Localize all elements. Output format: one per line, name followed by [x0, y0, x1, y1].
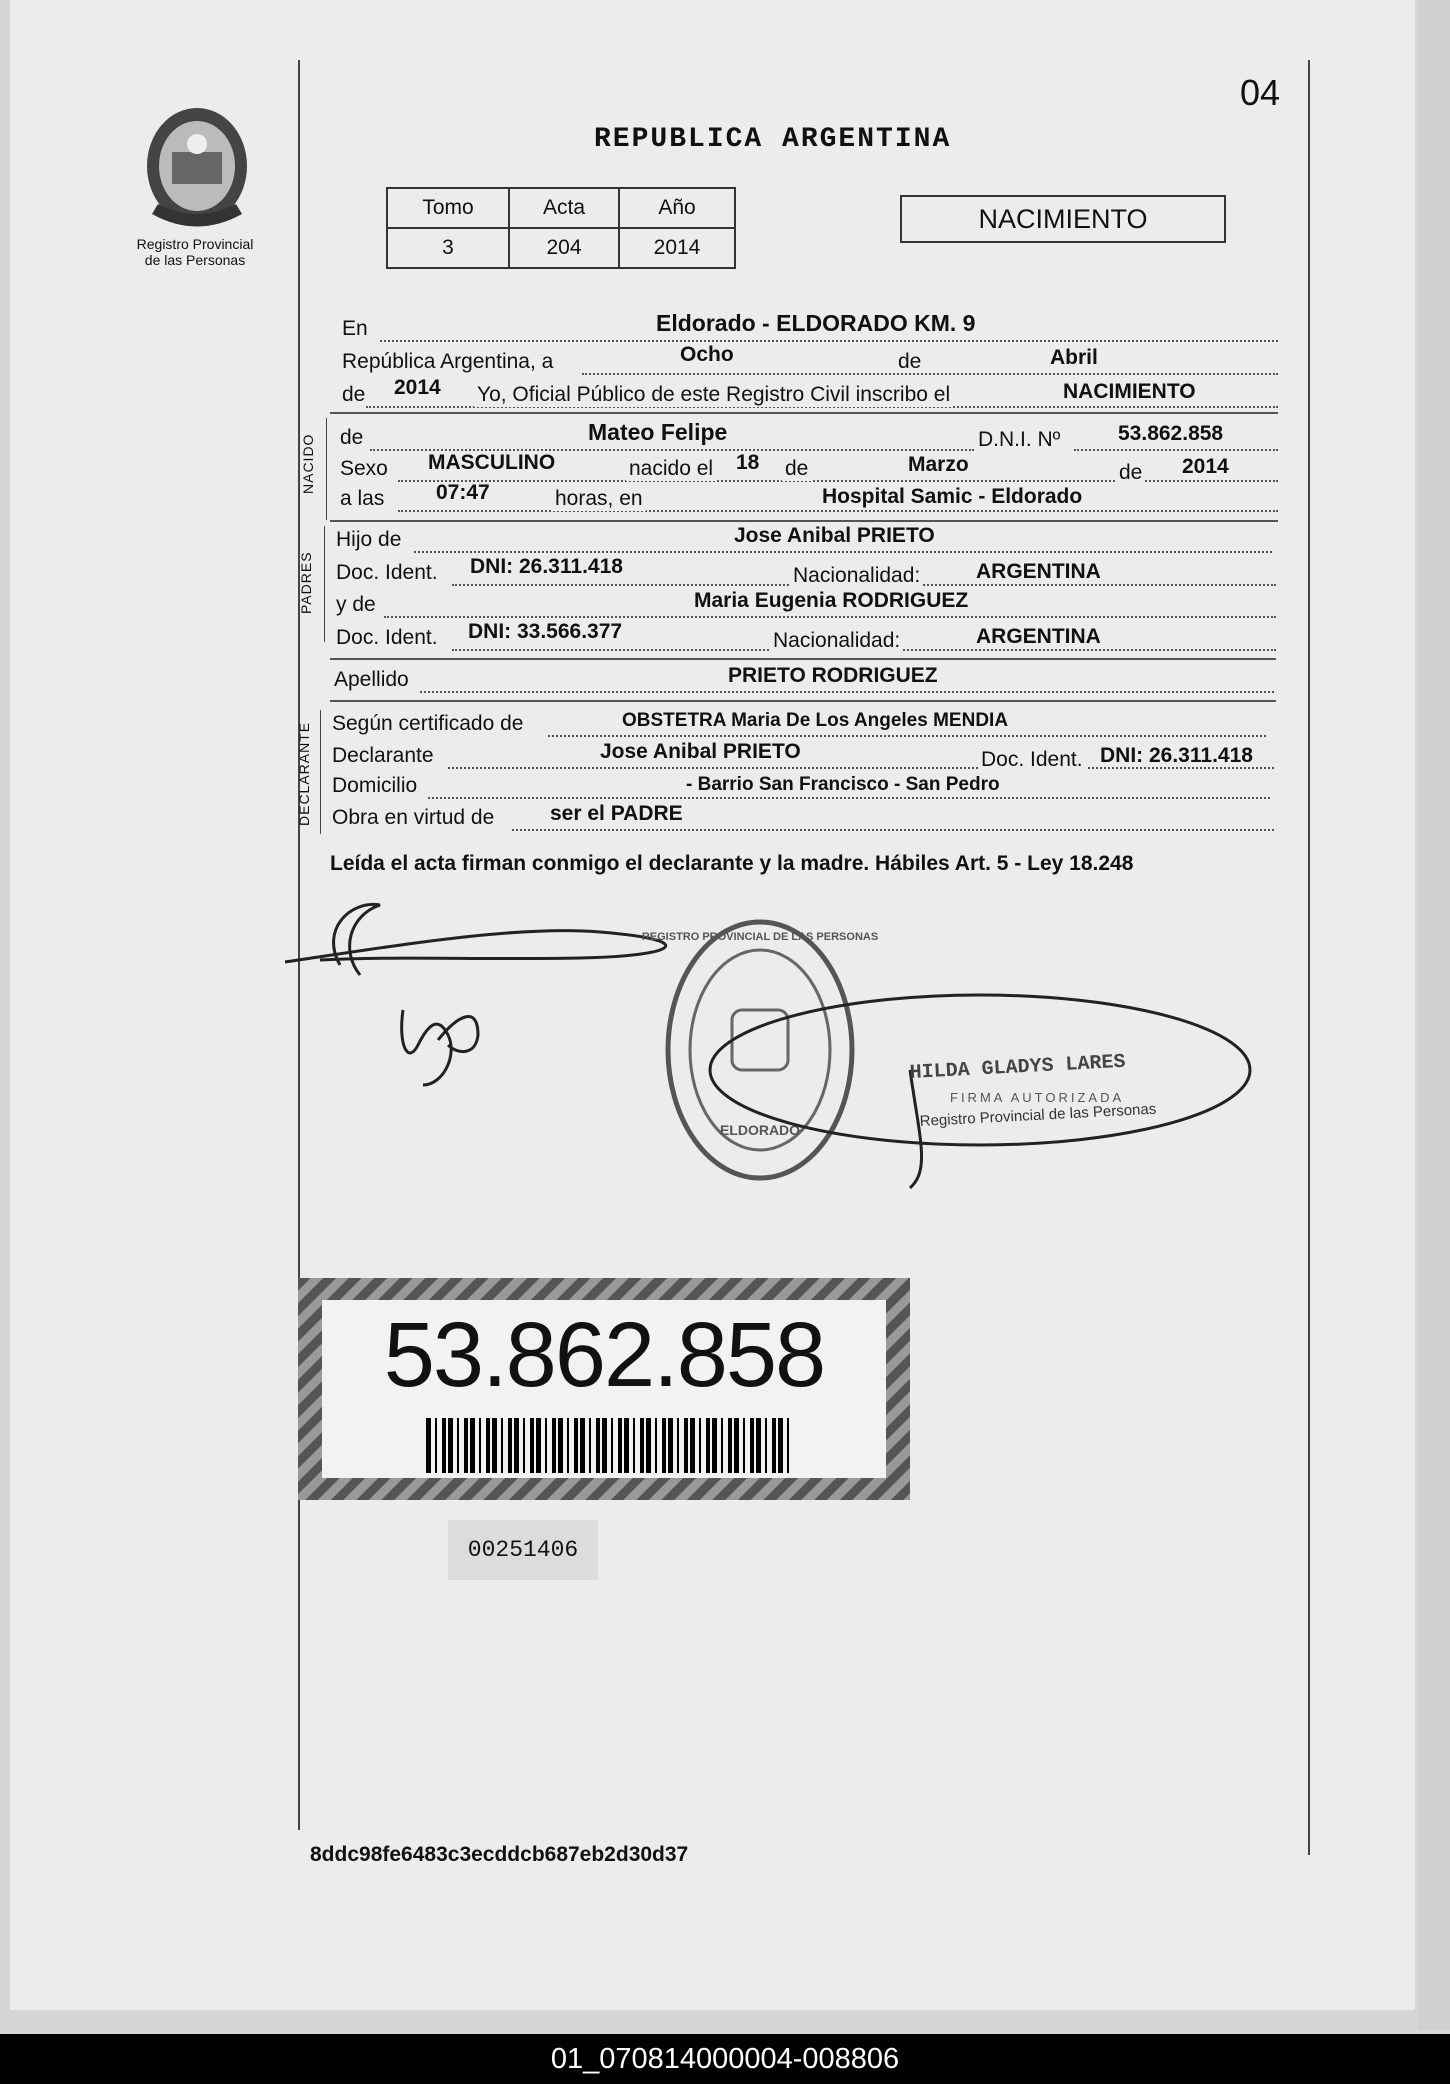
nacionalidad-label: Nacionalidad: — [770, 629, 903, 653]
separator — [330, 658, 1276, 660]
section-label-nacido: NACIDO — [300, 433, 316, 494]
barcode-bars — [426, 1418, 790, 1473]
birth-year: 2014 — [1182, 455, 1229, 478]
dotted-line — [1074, 449, 1278, 451]
apellido-value: PRIETO RODRIGUEZ — [728, 664, 938, 687]
father-name: Jose Anibal PRIETO — [734, 524, 935, 547]
official-signature-stamp — [660, 990, 1260, 1190]
barcode-number: 53.862.858 — [383, 1304, 825, 1406]
nacionalidad-label: Nacionalidad: — [790, 564, 923, 588]
domicilio-label: Domicilio — [332, 774, 418, 797]
mother-nationality: ARGENTINA — [976, 625, 1101, 648]
file-name-footer: 01_070814000004-008806 — [0, 2034, 1450, 2084]
dotted-line — [398, 480, 1278, 482]
dotted-line — [512, 829, 1274, 831]
record-header-anio: Año — [619, 188, 735, 228]
record-anio: 2014 — [619, 228, 735, 268]
act-type-box: NACIMIENTO — [900, 195, 1226, 243]
obra-value: ser el PADRE — [550, 802, 683, 825]
cert-label: Según certificado de — [332, 712, 524, 735]
birth-place: Hospital Samic - Eldorado — [822, 485, 1083, 508]
official-org: Registro Provincial de las Personas — [919, 1100, 1157, 1130]
record-table — [386, 187, 736, 269]
control-number: 00251406 — [448, 1520, 598, 1580]
dotted-line — [398, 510, 1278, 512]
declarante-name: Jose Anibal PRIETO — [600, 740, 801, 763]
obra-label: Obra en virtud de — [332, 806, 495, 829]
intro-day: Ocho — [680, 343, 734, 366]
de-label: de — [340, 426, 364, 449]
a-las-label: a las — [340, 487, 385, 510]
record-tomo: 3 — [387, 228, 509, 268]
document-hash: 8ddc98fe6483c3ecddcb687eb2d30d37 — [310, 1843, 689, 1866]
legal-text: Leída el acta firman conmigo el declarante y la madre. Hábiles Art. 5 - Ley 18.248 — [330, 852, 1134, 875]
signature-mother — [388, 995, 498, 1095]
doc-label: Doc. Ident. — [978, 748, 1086, 772]
de-label: de — [342, 383, 366, 406]
inscribo-label: Yo, Oficial Público de este Registro Civil inscribo el — [474, 383, 953, 407]
province-seal-logo — [132, 104, 262, 234]
record-acta: 204 — [509, 228, 619, 268]
separator — [330, 520, 1278, 522]
stamp-inner-text: ELDORADO — [719, 1122, 801, 1138]
nacido-label: nacido el — [626, 457, 716, 481]
en-label: En — [342, 317, 368, 340]
cert-value: OBSTETRA Maria De Los Angeles MENDIA — [622, 710, 1009, 731]
doc-label: Doc. Ident. — [336, 626, 438, 649]
dni-label: D.N.I. Nº — [978, 428, 1061, 451]
birth-time: 07:47 — [436, 481, 490, 504]
intro-month: Abril — [1050, 346, 1098, 369]
child-sex: MASCULINO — [428, 451, 556, 474]
section-line — [326, 418, 327, 520]
birth-day: 18 — [736, 451, 760, 474]
y-de-label: y de — [336, 593, 376, 616]
right-margin-line — [1308, 60, 1310, 1855]
record-header-acta: Acta — [509, 188, 619, 228]
dotted-line — [428, 797, 1270, 799]
official-name: HILDA GLADYS LARES — [909, 1050, 1127, 1085]
declarante-label: Declarante — [332, 744, 434, 767]
dotted-line — [548, 735, 1266, 737]
logo-caption: Registro Provincial de las Personas — [136, 236, 254, 268]
page-number: 04 — [1240, 72, 1281, 113]
de-label: de — [782, 457, 811, 481]
child-name: Mateo Felipe — [588, 419, 728, 445]
sheet-edge — [1418, 0, 1450, 2030]
separator — [330, 700, 1276, 702]
dotted-line — [380, 340, 1278, 342]
dotted-line — [414, 551, 1272, 553]
hijo-label: Hijo de — [336, 528, 402, 551]
intro-place: Eldorado - ELDORADO KM. 9 — [656, 310, 976, 336]
stamp-ring-text: REGISTRO PROVINCIAL DE LAS PERSONAS — [641, 931, 879, 943]
domicilio-value: - Barrio San Francisco - San Pedro — [686, 774, 1000, 795]
dotted-line — [384, 616, 1276, 618]
separator — [330, 412, 1278, 414]
barcode-label — [298, 1278, 910, 1500]
intro-year: 2014 — [394, 376, 441, 399]
section-label-declarante: DECLARANTE — [296, 721, 312, 826]
intro-act: NACIMIENTO — [1063, 380, 1196, 403]
sexo-label: Sexo — [340, 457, 388, 480]
father-nationality: ARGENTINA — [976, 560, 1101, 583]
dotted-line — [582, 373, 1278, 375]
section-line — [320, 710, 321, 834]
birth-month: Marzo — [908, 453, 969, 476]
child-dni: 53.862.858 — [1118, 422, 1224, 445]
declarante-doc: DNI: 26.311.418 — [1100, 744, 1253, 767]
father-doc: DNI: 26.311.418 — [470, 555, 623, 578]
dotted-line — [420, 691, 1274, 693]
apellido-label: Apellido — [334, 668, 409, 691]
mother-name: Maria Eugenia RODRIGUEZ — [694, 589, 969, 612]
de-label: de — [1116, 461, 1145, 485]
document-title: REPUBLICA ARGENTINA — [594, 124, 952, 155]
horas-label: horas, en — [552, 487, 646, 511]
de-label: de — [898, 350, 922, 373]
signature-declarante — [280, 890, 700, 990]
section-line — [324, 526, 325, 642]
section-label-padres: PADRES — [298, 551, 314, 614]
record-header-tomo: Tomo — [387, 188, 509, 228]
republic-label: República Argentina, a — [342, 350, 554, 373]
official-role: FIRMA AUTORIZADA — [950, 1090, 1125, 1105]
doc-label: Doc. Ident. — [336, 561, 438, 584]
mother-doc: DNI: 33.566.377 — [468, 620, 623, 643]
